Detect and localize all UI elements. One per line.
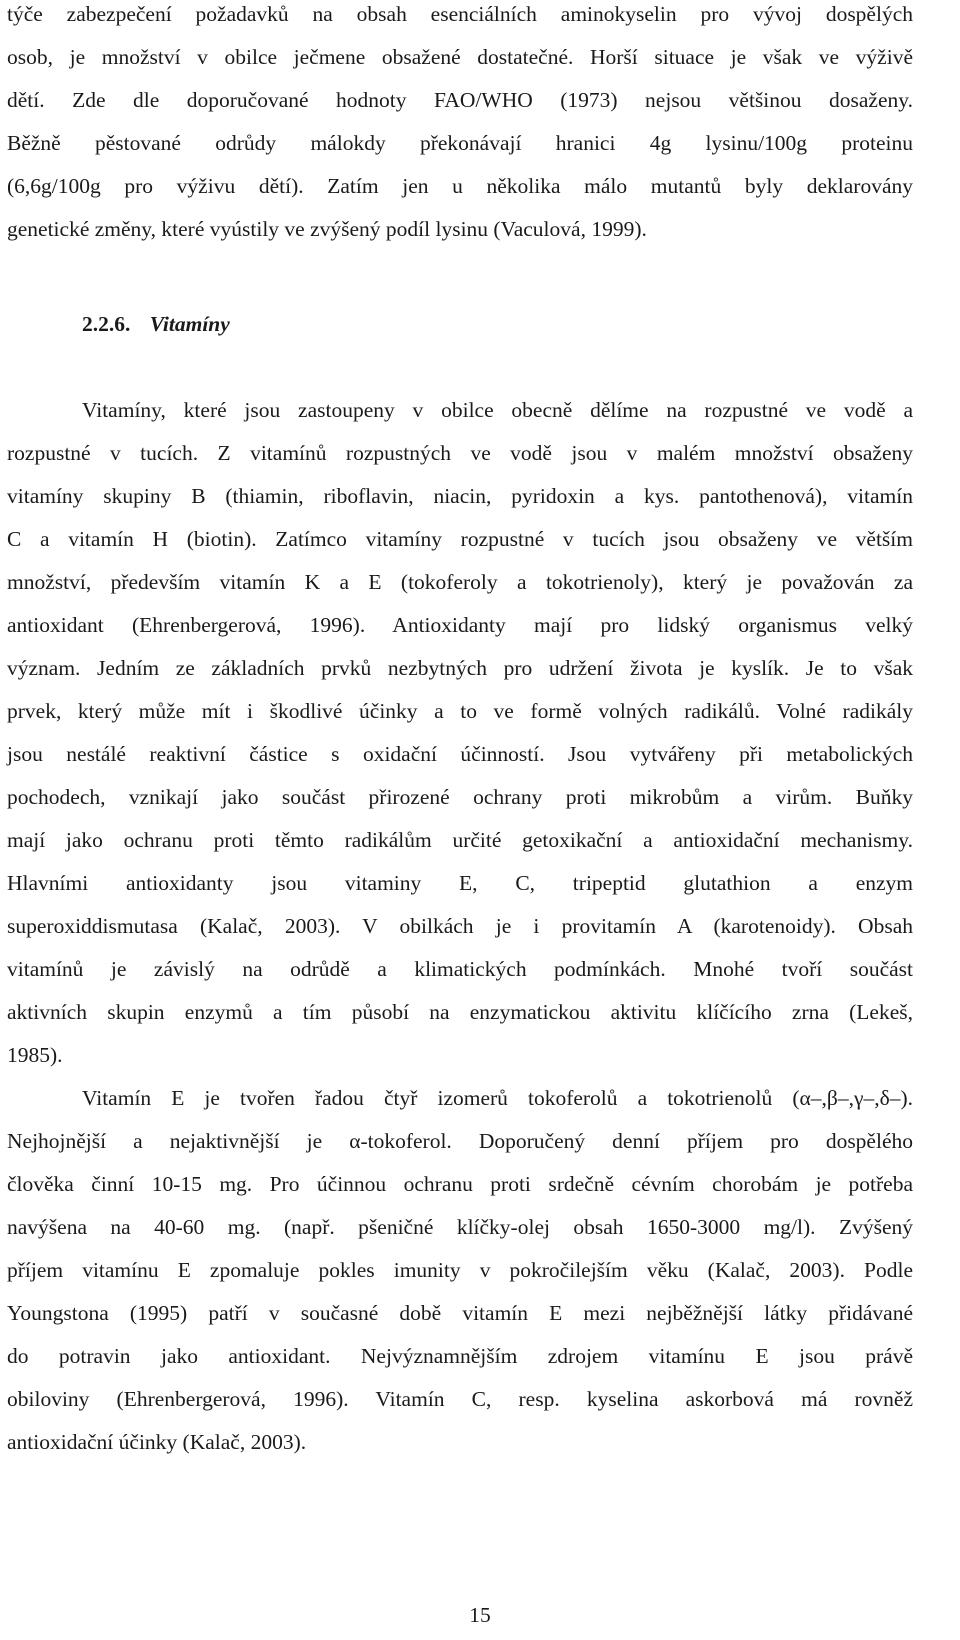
text-line: množství, především vitamín K a E (tokoferoly a tokotrienoly), který je považován za: [7, 570, 913, 594]
text-line: význam. Jedním ze základních prvků nezbytných pro udržení života je kyslík. Je to však: [7, 656, 913, 680]
text-line: mají jako ochranu proti těmto radikálům určité getoxikační a antioxidační mechanismy.: [7, 828, 913, 852]
text-line: Vitamíny, které jsou zastoupeny v obilce obecně dělíme na rozpustné ve vodě a: [82, 398, 913, 422]
text-line: prvek, který může mít i škodlivé účinky a to ve formě volných radikálů. Volné radikály: [7, 699, 913, 723]
text-line: Youngstona (1995) patří v současné době vitamín E mezi nejběžnější látky přidávané: [7, 1301, 913, 1325]
text-line: 1985).: [7, 1043, 63, 1067]
text-line: člověka činní 10-15 mg. Pro účinnou ochranu proti srdečně cévním chorobám je potřeba: [7, 1172, 913, 1196]
text-line: příjem vitamínu E zpomaluje pokles imunity v pokročilejším věku (Kalač, 2003). Podle: [7, 1258, 913, 1282]
section-title: Vitamíny: [149, 312, 230, 336]
text-line: antioxidant (Ehrenbergerová, 1996). Antioxidanty mají pro lidský organismus velký: [7, 613, 913, 637]
text-line: osob, je množství v obilce ječmene obsažené dostatečné. Horší situace je však ve výživě: [7, 45, 913, 69]
text-line: týče zabezpečení požadavků na obsah esenciálních aminokyselin pro vývoj dospělých: [7, 2, 913, 26]
text-line: superoxiddismutasa (Kalač, 2003). V obilkách je i provitamín A (karotenoidy). Obsah: [7, 914, 913, 938]
text-line: Nejhojnější a nejaktivnější je α-tokoferol. Doporučený denní příjem pro dospělého: [7, 1129, 913, 1153]
text-line: Vitamín E je tvořen řadou čtyř izomerů tokoferolů a tokotrienolů (α–,β–,γ–,δ–).: [82, 1086, 913, 1110]
text-line: aktivních skupin enzymů a tím působí na enzymatickou aktivitu klíčícího zrna (Lekeš,: [7, 1000, 913, 1024]
section-number: 2.2.6.: [82, 312, 131, 336]
text-line: pochodech, vznikají jako součást přirozené ochrany proti mikrobům a virům. Buňky: [7, 785, 913, 809]
text-line: do potravin jako antioxidant. Nejvýznamnějším zdrojem vitamínu E jsou právě: [7, 1344, 913, 1368]
page-number: 15: [469, 1603, 491, 1627]
text-line: navýšena na 40-60 mg. (např. pšeničné klíčky-olej obsah 1650-3000 mg/l). Zvýšený: [7, 1215, 913, 1239]
section-heading: [82, 310, 230, 338]
text-line: (6,6g/100g pro výživu dětí). Zatím jen u několika málo mutantů byly deklarovány: [7, 174, 913, 198]
text-line: rozpustné v tucích. Z vitamínů rozpustných ve vodě jsou v malém množství obsaženy: [7, 441, 913, 465]
text-line: antioxidační účinky (Kalač, 2003).: [7, 1430, 307, 1454]
text-line: C a vitamín H (biotin). Zatímco vitamíny rozpustné v tucích jsou obsaženy ve větším: [7, 527, 913, 551]
text-line: Běžně pěstované odrůdy málokdy překonávají hranici 4g lysinu/100g proteinu: [7, 131, 913, 155]
text-line: obiloviny (Ehrenbergerová, 1996). Vitamín C, resp. kyselina askorbová má rovněž: [7, 1387, 913, 1411]
text-line: dětí. Zde dle doporučované hodnoty FAO/WHO (1973) nejsou většinou dosaženy.: [7, 88, 913, 112]
text-line: vitamíny skupiny B (thiamin, riboflavin, niacin, pyridoxin a kys. pantothenová), vitamín: [7, 484, 913, 508]
text-line: genetické změny, které vyústily ve zvýšený podíl lysinu (Vaculová, 1999).: [7, 217, 647, 241]
text-line: Hlavními antioxidanty jsou vitaminy E, C, tripeptid glutathion a enzym: [7, 871, 913, 895]
text-line: vitamínů je závislý na odrůdě a klimatických podmínkách. Mnohé tvoří součást: [7, 957, 913, 981]
text-line: jsou nestálé reaktivní částice s oxidační účinností. Jsou vytvářeny při metabolických: [7, 742, 913, 766]
